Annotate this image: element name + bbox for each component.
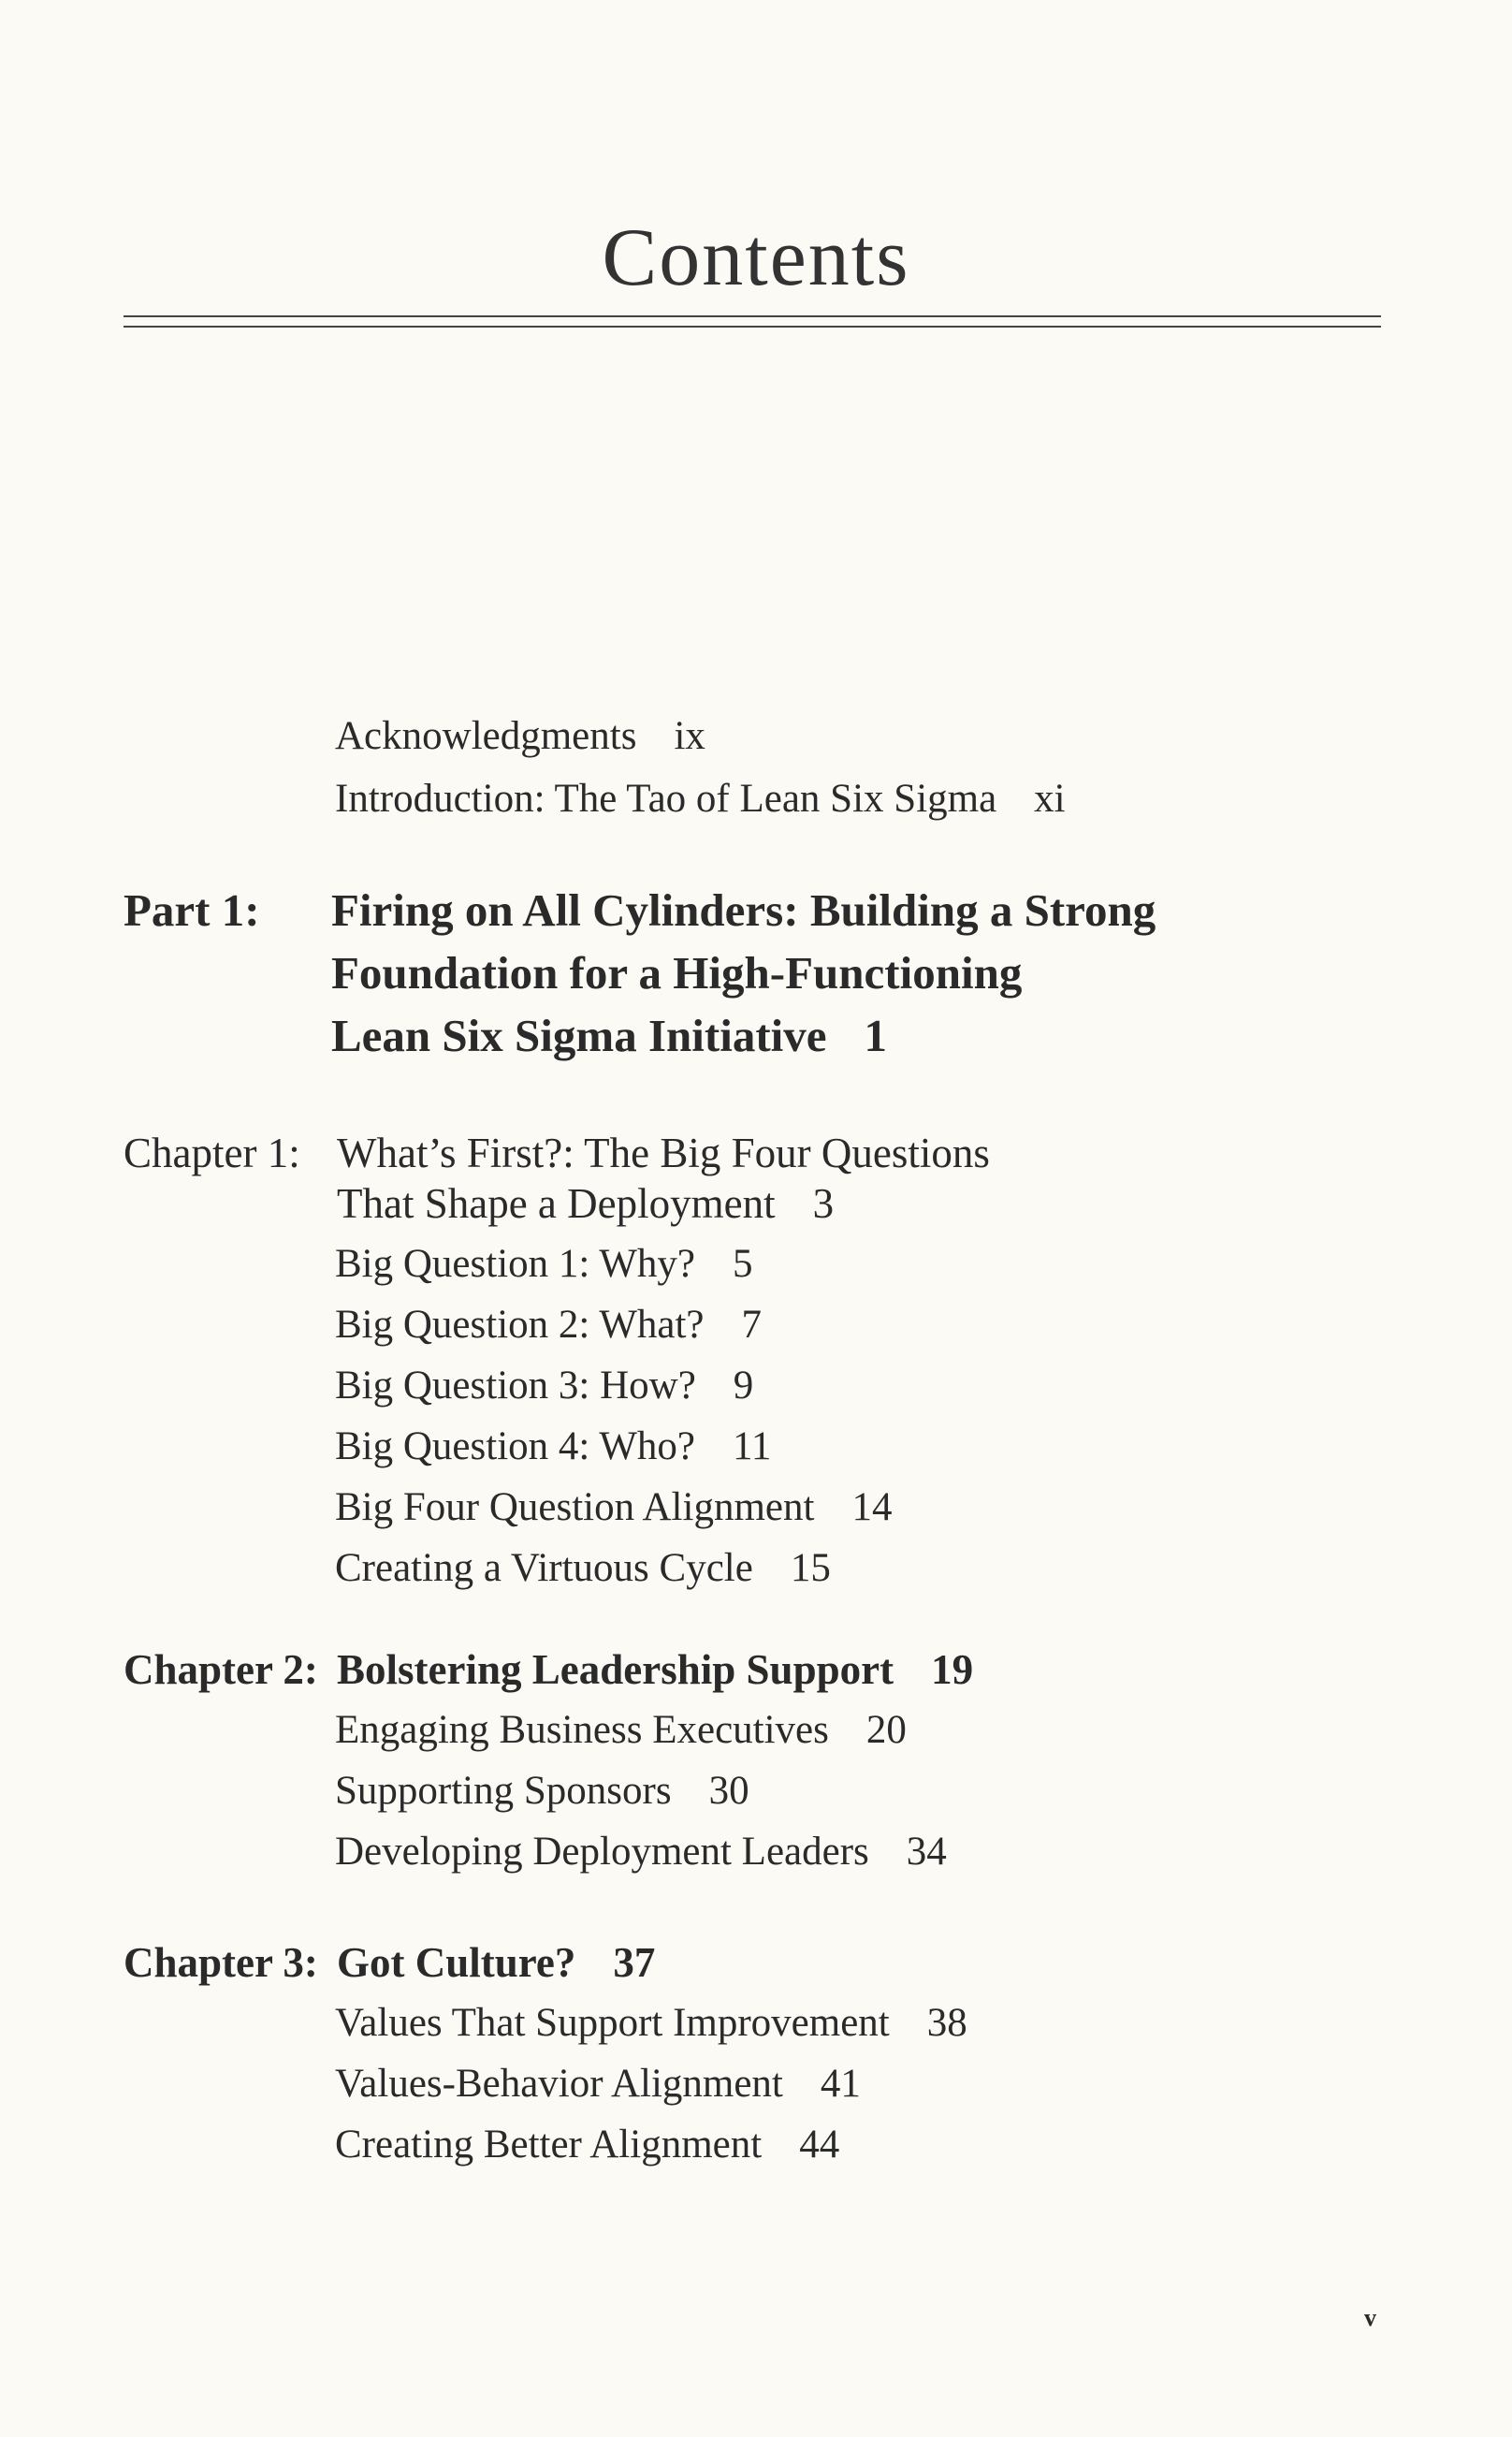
- page-title: Contents: [602, 212, 910, 303]
- toc-entry-acknowledgments[interactable]: [335, 713, 705, 759]
- section-label: Creating a Virtuous Cycle: [335, 1546, 753, 1590]
- chapter-2-title[interactable]: [337, 1645, 973, 1694]
- section-page: 34: [906, 1830, 947, 1874]
- part-page: 1: [864, 1010, 888, 1061]
- toc-section-item[interactable]: [335, 1423, 771, 1469]
- part-title-line-2[interactable]: Foundation for a High-Functioning: [331, 947, 1023, 999]
- section-page: 44: [799, 2123, 840, 2167]
- section-page: 7: [741, 1303, 763, 1347]
- chapter-page: 19: [931, 1646, 974, 1693]
- section-page: 11: [732, 1424, 772, 1468]
- section-page: 30: [708, 1769, 749, 1813]
- entry-label: Introduction: The Tao of Lean Six Sigma: [335, 777, 997, 821]
- toc-section-item[interactable]: [335, 1707, 907, 1753]
- chapter-title-text: Bolstering Leadership Support: [337, 1646, 894, 1693]
- toc-section-item[interactable]: [335, 1768, 749, 1814]
- section-page: 5: [732, 1242, 753, 1286]
- chapter-page: 3: [812, 1180, 835, 1227]
- toc-section-item[interactable]: [335, 2122, 839, 2167]
- toc-section-item[interactable]: [335, 2061, 861, 2107]
- part-title-line-1[interactable]: Firing on All Cylinders: Building a Strong: [331, 884, 1156, 936]
- chapter-3-label: Chapter 3:: [124, 1939, 318, 1986]
- part-title-line-3[interactable]: [331, 1009, 887, 1062]
- chapter-1-title-line-2[interactable]: [337, 1179, 834, 1228]
- toc-entry-introduction[interactable]: [335, 776, 1066, 822]
- section-label: Creating Better Alignment: [335, 2123, 763, 2167]
- section-page: 41: [820, 2062, 861, 2106]
- toc-section-item[interactable]: [335, 2000, 967, 2046]
- title-rule-top: [124, 315, 1381, 317]
- entry-label: Acknowledgments: [335, 714, 637, 758]
- chapter-page: 37: [613, 1939, 656, 1986]
- section-page: 14: [851, 1485, 893, 1529]
- section-label: Values That Support Improvement: [335, 2001, 890, 2045]
- section-label: Big Question 2: What?: [335, 1303, 705, 1347]
- section-page: 20: [865, 1708, 907, 1752]
- section-label: Supporting Sponsors: [335, 1769, 672, 1813]
- toc-section-item[interactable]: [335, 1545, 831, 1591]
- section-label: Big Four Question Alignment: [335, 1485, 815, 1529]
- title-rule-bottom: [124, 326, 1381, 328]
- page-number: v: [1364, 2304, 1376, 2331]
- chapter-title-text: That Shape a Deployment: [337, 1180, 776, 1227]
- chapter-2-label: Chapter 2:: [124, 1646, 318, 1693]
- section-page: 38: [926, 2001, 967, 2045]
- chapter-1-title-line-1[interactable]: What’s First?: The Big Four Questions: [337, 1130, 990, 1176]
- section-label: Big Question 1: Why?: [335, 1242, 695, 1286]
- toc-section-item[interactable]: [335, 1363, 753, 1408]
- toc-section-item[interactable]: [335, 1484, 892, 1530]
- toc-section-item[interactable]: [335, 1302, 762, 1348]
- entry-page: xi: [1034, 777, 1066, 821]
- section-page: 9: [733, 1364, 754, 1408]
- part-title-text: Lean Six Sigma Initiative: [331, 1010, 827, 1061]
- chapter-3-title[interactable]: [337, 1938, 655, 1987]
- section-label: Developing Deployment Leaders: [335, 1830, 869, 1874]
- section-page: 15: [790, 1546, 831, 1590]
- toc-section-item[interactable]: [335, 1829, 947, 1875]
- section-label: Engaging Business Executives: [335, 1708, 829, 1752]
- chapter-title-text: Got Culture?: [337, 1939, 576, 1986]
- section-label: Values-Behavior Alignment: [335, 2062, 783, 2106]
- entry-page: ix: [674, 714, 705, 758]
- toc-section-item[interactable]: [335, 1241, 752, 1287]
- section-label: Big Question 3: How?: [335, 1364, 696, 1408]
- chapter-1-label: Chapter 1:: [124, 1130, 300, 1176]
- part-label: Part 1:: [124, 884, 260, 936]
- section-label: Big Question 4: Who?: [335, 1424, 695, 1468]
